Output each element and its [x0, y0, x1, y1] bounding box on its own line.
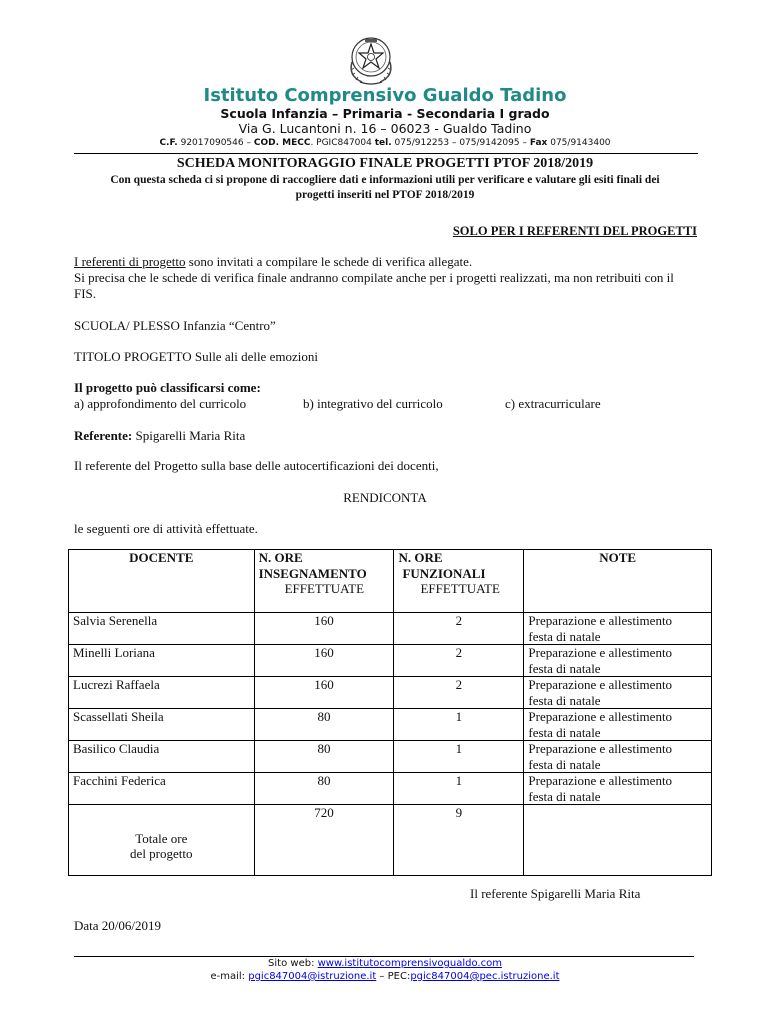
footer-email [0, 971, 770, 982]
site-label: Sito web: [268, 958, 318, 969]
cell-ore-funzionali: 2 [394, 613, 524, 645]
cell-ore-insegnamento: 80 [254, 773, 394, 805]
document-title: SCHEDA MONITORAGGIO FINALE PROGETTI PTOF 2018/2019 [176, 156, 594, 171]
pec-label: – PEC: [376, 971, 411, 982]
cell-note: Preparazione e allestimento festa di natale [524, 645, 712, 677]
table-header-row [69, 550, 712, 613]
referente-label: Referente: [74, 428, 133, 443]
table-row [69, 741, 712, 773]
intro-paragraph [74, 254, 698, 302]
cell-docente: Salvia Serenella [69, 613, 255, 645]
header-note: NOTE [524, 550, 712, 613]
cell-docente: Basilico Claudia [69, 741, 255, 773]
referente-name: Spigarelli Maria Rita [132, 428, 246, 443]
intro-line2: Si precisa che le schede di verifica finale andranno compilate anche per i progetti realizzati, ma non retribuiti con il FIS. [74, 270, 674, 301]
classification-option-b: b) integrativo del curricolo [303, 396, 443, 411]
school-address: Via G. Lucantoni n. 16 – 06023 - Gualdo Tadino [238, 121, 532, 136]
italian-republic-emblem [346, 32, 396, 88]
tel-label: tel. [374, 138, 392, 148]
header-divider [74, 153, 698, 154]
cell-ore-funzionali: 1 [394, 773, 524, 805]
classification-heading: Il progetto può classificarsi come: [74, 380, 261, 395]
cell-ore-insegnamento: 160 [254, 613, 394, 645]
cf-label: C.F. [159, 138, 178, 148]
email-label: e-mail: [210, 971, 249, 982]
cell-ore-insegnamento: 160 [254, 677, 394, 709]
table-row [69, 773, 712, 805]
intro-underlined: I referenti di progetto [74, 254, 186, 269]
ore-intro: le seguenti ore di attività effettuate. [74, 521, 258, 536]
classification-option-a: a) approfondimento del curricolo [74, 396, 247, 411]
school-levels: Scuola Infanzia – Primaria - Secondaria I grado [220, 106, 550, 121]
fax-label: Fax [529, 138, 548, 148]
scuola-plesso: SCUOLA/ PLESSO Infanzia “Centro” [74, 318, 276, 333]
email-link[interactable]: pgic847004@istruzione.it [248, 971, 377, 982]
titolo-progetto: TITOLO PROGETTO Sulle ali delle emozioni [74, 349, 318, 364]
cell-total-note [524, 805, 712, 876]
cell-docente: Scassellati Sheila [69, 709, 255, 741]
tel-value: 075/912253 – 075/9142095 – [394, 138, 527, 148]
pec-link[interactable]: pgic847004@pec.istruzione.it [410, 971, 560, 982]
cell-note: Preparazione e allestimento festa di natale [524, 613, 712, 645]
table-row [69, 709, 712, 741]
intro-rest: sono invitati a compilare le schede di verifica allegate. [185, 254, 473, 269]
hours-table [68, 549, 712, 876]
cell-note: Preparazione e allestimento festa di natale [524, 741, 712, 773]
cell-ore-insegnamento: 80 [254, 709, 394, 741]
mecc-label: COD. MECC [253, 138, 311, 148]
table-row [69, 677, 712, 709]
cell-docente: Minelli Loriana [69, 645, 255, 677]
signature: Il referente Spigarelli Maria Rita [470, 886, 641, 901]
document-subtitle: Con questa scheda ci si propone di raccogliere dati e informazioni utili per verificare e valutare gli esiti finali dei progetti inseriti nel PTOF 2018/2019 [110, 174, 660, 201]
cell-ore-insegnamento: 80 [254, 741, 394, 773]
cell-note: Preparazione e allestimento festa di natale [524, 677, 712, 709]
cell-note: Preparazione e allestimento festa di natale [524, 773, 712, 805]
cell-docente: Lucrezi Raffaela [69, 677, 255, 709]
school-codes [0, 138, 770, 148]
school-name: Istituto Comprensivo Gualdo Tadino [203, 85, 567, 106]
table-row [69, 613, 712, 645]
cell-ore-funzionali: 1 [394, 709, 524, 741]
fax-value: 075/9143400 [550, 138, 611, 148]
cf-value: 92017090546 – [180, 138, 251, 148]
cell-ore-funzionali: 1 [394, 741, 524, 773]
date: Data 20/06/2019 [74, 918, 162, 933]
footer-divider [74, 956, 694, 957]
header-ore-funzionali: N. ORE FUNZIONALI EFFETTUATE [394, 550, 524, 613]
header-docente: DOCENTE [69, 550, 255, 613]
total-row [69, 805, 712, 876]
footer-website [0, 958, 770, 969]
referente-intro: Il referente del Progetto sulla base delle autocertificazioni dei docenti, [74, 458, 439, 473]
website-link[interactable]: www.istitutocomprensivogualdo.com [317, 958, 502, 969]
header-ore-insegnamento: N. ORE INSEGNAMENTO EFFETTUATE [254, 550, 394, 613]
cell-ore-insegnamento: 160 [254, 645, 394, 677]
cell-docente: Facchini Federica [69, 773, 255, 805]
mecc-value: . PGIC847004 [310, 138, 372, 148]
cell-note: Preparazione e allestimento festa di natale [524, 709, 712, 741]
cell-total-label: Totale ore del progetto [69, 805, 255, 876]
referenti-only-heading: SOLO PER I REFERENTI DEL PROGETTI [452, 224, 697, 238]
cell-ore-funzionali: 2 [394, 645, 524, 677]
cell-total-insegnamento: 720 [254, 805, 394, 876]
table-row [69, 645, 712, 677]
cell-ore-funzionali: 2 [394, 677, 524, 709]
cell-total-funzionali: 9 [394, 805, 524, 876]
classification-option-c: c) extracurriculare [505, 396, 601, 411]
rendiconta-heading: RENDICONTA [343, 490, 427, 505]
referente-line [74, 428, 698, 444]
